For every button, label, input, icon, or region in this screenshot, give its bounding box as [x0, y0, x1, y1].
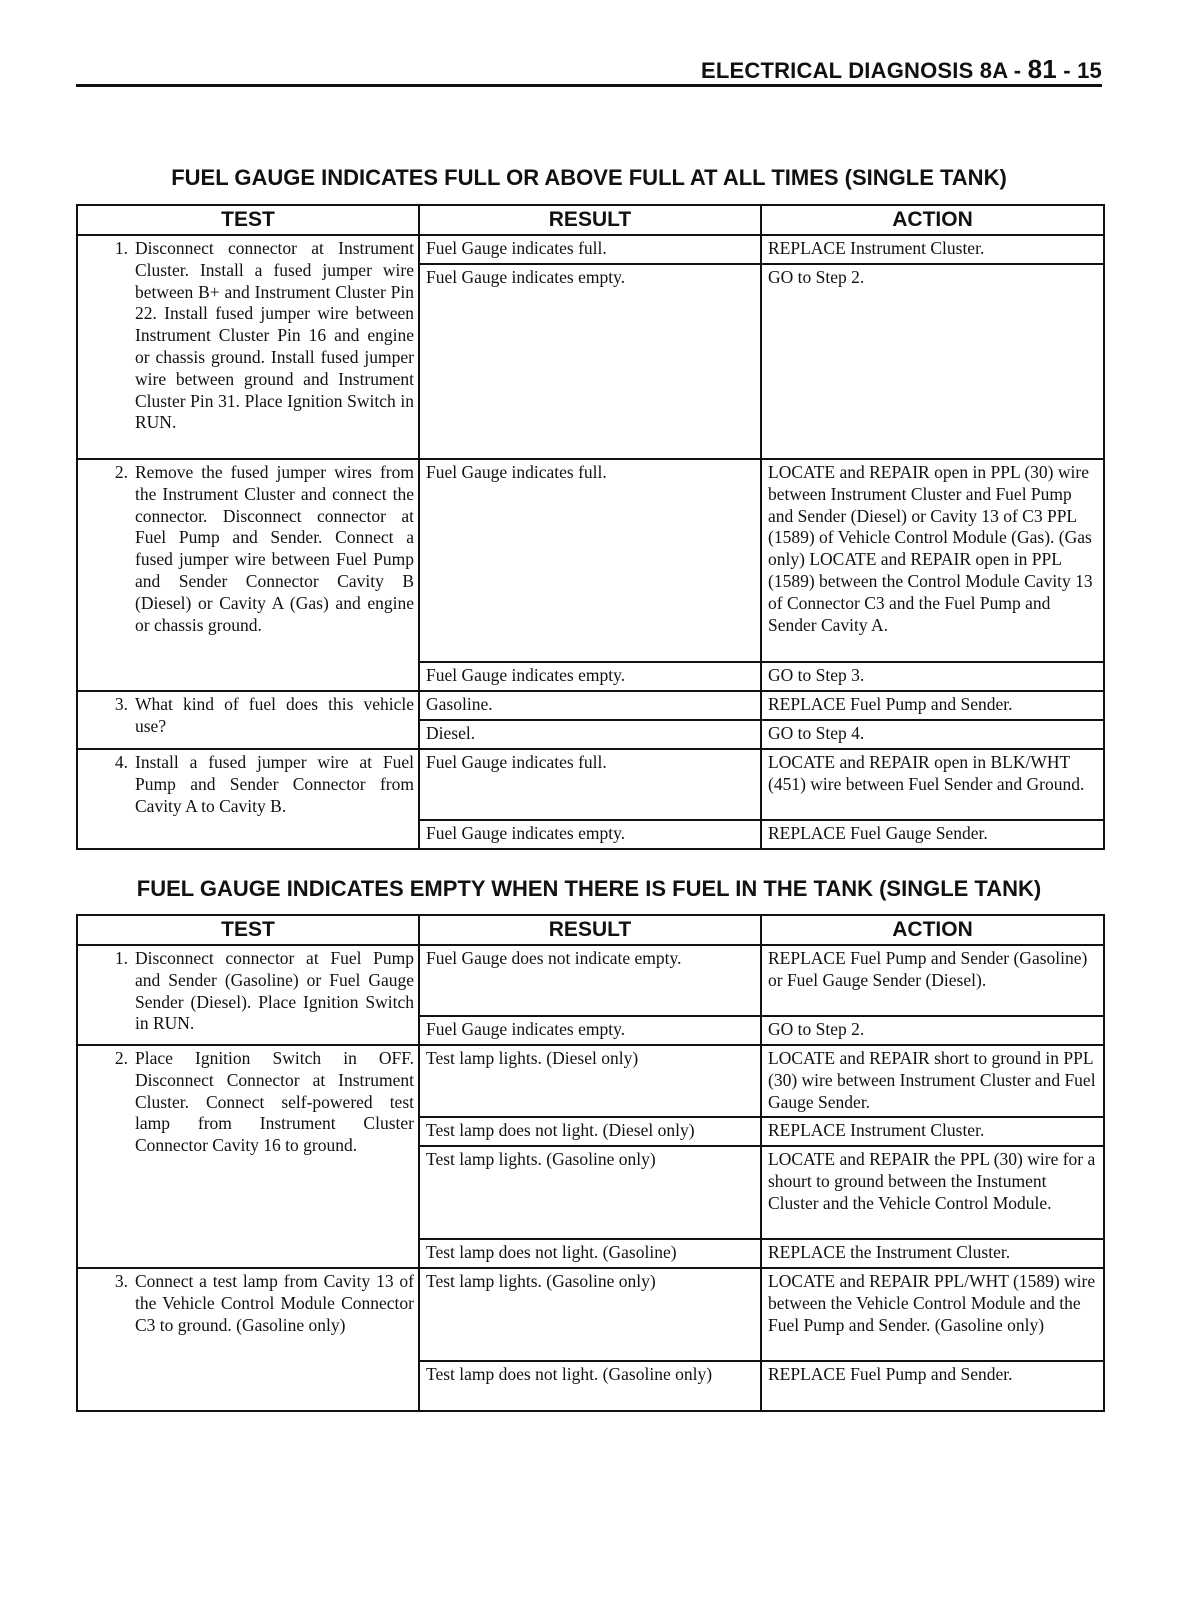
step-number: 3. [114, 1271, 128, 1292]
result-cell: Diesel. [419, 720, 761, 749]
result-cell: Test lamp lights. (Gasoline only) [419, 1268, 761, 1361]
step-number: 3. [114, 694, 128, 714]
step-number: 1. [114, 948, 128, 968]
table-row [77, 749, 1104, 820]
action-cell: REPLACE Fuel Pump and Sender (Gasoline) or Fuel Gauge Sender (Diesel). [761, 945, 1104, 1016]
result-cell: Test lamp does not light. (Diesel only) [419, 1117, 761, 1146]
header-prefix: ELECTRICAL DIAGNOSIS 8A - [700, 58, 1022, 83]
header-text [701, 54, 1102, 85]
result-cell: Test lamp does not light. (Gasoline only) [419, 1361, 761, 1411]
action-cell: GO to Step 2. [761, 1016, 1104, 1045]
test-text: Place Ignition Switch in OFF. Disconnect Connector at Instrument Cluster. Connect self-powered test lamp from Instrument Cluster Connector Cavity 16 to ground. [135, 1048, 414, 1156]
result-cell: Test lamp lights. (Gasoline only) [419, 1146, 761, 1239]
table-row [77, 1045, 1104, 1117]
result-cell: Fuel Gauge indicates full. [419, 459, 761, 662]
step-number: 2. [114, 462, 128, 482]
test-cell [77, 945, 419, 1045]
action-cell: LOCATE and REPAIR PPL/WHT (1589) wire between the Vehicle Control Module and the Fuel Pump and Sender. (Gasoline only) [761, 1268, 1104, 1361]
action-cell: GO to Step 4. [761, 720, 1104, 749]
table-header-row [77, 915, 1104, 945]
result-cell: Fuel Gauge does not indicate empty. [419, 945, 761, 1016]
table-row [77, 945, 1104, 1016]
action-cell: GO to Step 3. [761, 662, 1104, 691]
diagnosis-table-empty [76, 914, 1105, 1412]
action-cell: REPLACE Instrument Cluster. [761, 235, 1104, 264]
action-cell: LOCATE and REPAIR open in PPL (30) wire between Instrument Cluster and Fuel Pump and Sender (Diesel) or Cavity 13 of C3 PPL (1589) of Vehicle Control Module (Gas). (Gas only) LOCATE and REPAIR open in PPL (1589) between the Control Module Cavity 13 of Connector C3 and the Fuel Pump and Sender Cavity A. [761, 459, 1104, 662]
test-cell [77, 235, 419, 459]
result-cell: Fuel Gauge indicates full. [419, 235, 761, 264]
col-header-test: TEST [77, 205, 419, 235]
action-cell: LOCATE and REPAIR open in BLK/WHT (451) wire between Fuel Sender and Ground. [761, 749, 1104, 820]
action-cell: REPLACE Fuel Gauge Sender. [761, 820, 1104, 849]
action-cell: LOCATE and REPAIR the PPL (30) wire for a shourt to ground between the Instument Cluster and the Vehicle Control Module. [761, 1146, 1104, 1239]
test-cell [77, 459, 419, 691]
header-suffix: - 15 [1063, 58, 1102, 83]
test-text: Connect a test lamp from Cavity 13 of the Vehicle Control Module Connector C3 to ground. (Gasoline only) [135, 1271, 414, 1335]
test-text: What kind of fuel does this vehicle use? [135, 694, 414, 736]
col-header-result: RESULT [419, 205, 761, 235]
action-cell: REPLACE Fuel Pump and Sender. [761, 1361, 1104, 1411]
col-header-action: ACTION [761, 205, 1104, 235]
col-header-test: TEST [77, 915, 419, 945]
result-cell: Fuel Gauge indicates empty. [419, 820, 761, 849]
action-cell: LOCATE and REPAIR short to ground in PPL (30) wire between Instrument Cluster and Fuel Gauge Sender. [761, 1045, 1104, 1117]
col-header-action: ACTION [761, 915, 1104, 945]
action-cell: REPLACE Instrument Cluster. [761, 1117, 1104, 1146]
table-header-row [77, 205, 1104, 235]
result-cell: Test lamp does not light. (Gasoline) [419, 1239, 761, 1268]
test-cell [77, 749, 419, 849]
test-text: Disconnect connector at Fuel Pump and Sender (Gasoline) or Fuel Gauge Sender (Diesel). Place Ignition Switch in RUN. [135, 948, 414, 1034]
result-cell: Fuel Gauge indicates empty. [419, 264, 761, 459]
header-page-number: 81 [1027, 54, 1057, 84]
action-cell: GO to Step 2. [761, 264, 1104, 459]
test-text: Install a fused jumper wire at Fuel Pump and Sender Connector from Cavity A to Cavity B. [135, 752, 414, 816]
test-text: Remove the fused jumper wires from the Instrument Cluster and connect the connector. Disconnect connector at Fuel Pump and Sender. Connect a fused jumper wire between Fuel Pump and Sender Connector Cavity B (Diesel) or Cavity A (Gas) and engine or chassis ground. [135, 462, 414, 635]
result-cell: Test lamp lights. (Diesel only) [419, 1045, 761, 1117]
table-row [77, 691, 1104, 720]
action-cell: REPLACE the Instrument Cluster. [761, 1239, 1104, 1268]
diagnosis-table-full [76, 204, 1105, 850]
page-header [76, 54, 1102, 87]
test-text: Disconnect connector at Instrument Cluster. Install a fused jumper wire between B+ and Instrument Cluster Pin 22. Install fused jumper wire between Instrument Cluster Pin 16 and engine or chassis ground. Install fused jumper wire between ground and Instrument Cluster Pin 31. Place Ignition Switch in RUN. [135, 238, 414, 433]
table-row [77, 459, 1104, 662]
test-cell [77, 1268, 419, 1411]
table-row [77, 1268, 1104, 1361]
test-cell [77, 1045, 419, 1268]
step-number: 2. [114, 1048, 128, 1068]
result-cell: Fuel Gauge indicates full. [419, 749, 761, 820]
table-row [77, 235, 1104, 264]
step-number: 1. [114, 238, 128, 258]
result-cell: Fuel Gauge indicates empty. [419, 1016, 761, 1045]
result-cell: Gasoline. [419, 691, 761, 720]
result-cell: Fuel Gauge indicates empty. [419, 662, 761, 691]
step-number: 4. [114, 752, 128, 772]
section-title-full: FUEL GAUGE INDICATES FULL OR ABOVE FULL AT ALL TIMES (SINGLE TANK) [171, 165, 1007, 190]
action-cell: REPLACE Fuel Pump and Sender. [761, 691, 1104, 720]
section-title-empty: FUEL GAUGE INDICATES EMPTY WHEN THERE IS FUEL IN THE TANK (SINGLE TANK) [136, 876, 1042, 901]
test-cell [77, 691, 419, 749]
col-header-result: RESULT [419, 915, 761, 945]
